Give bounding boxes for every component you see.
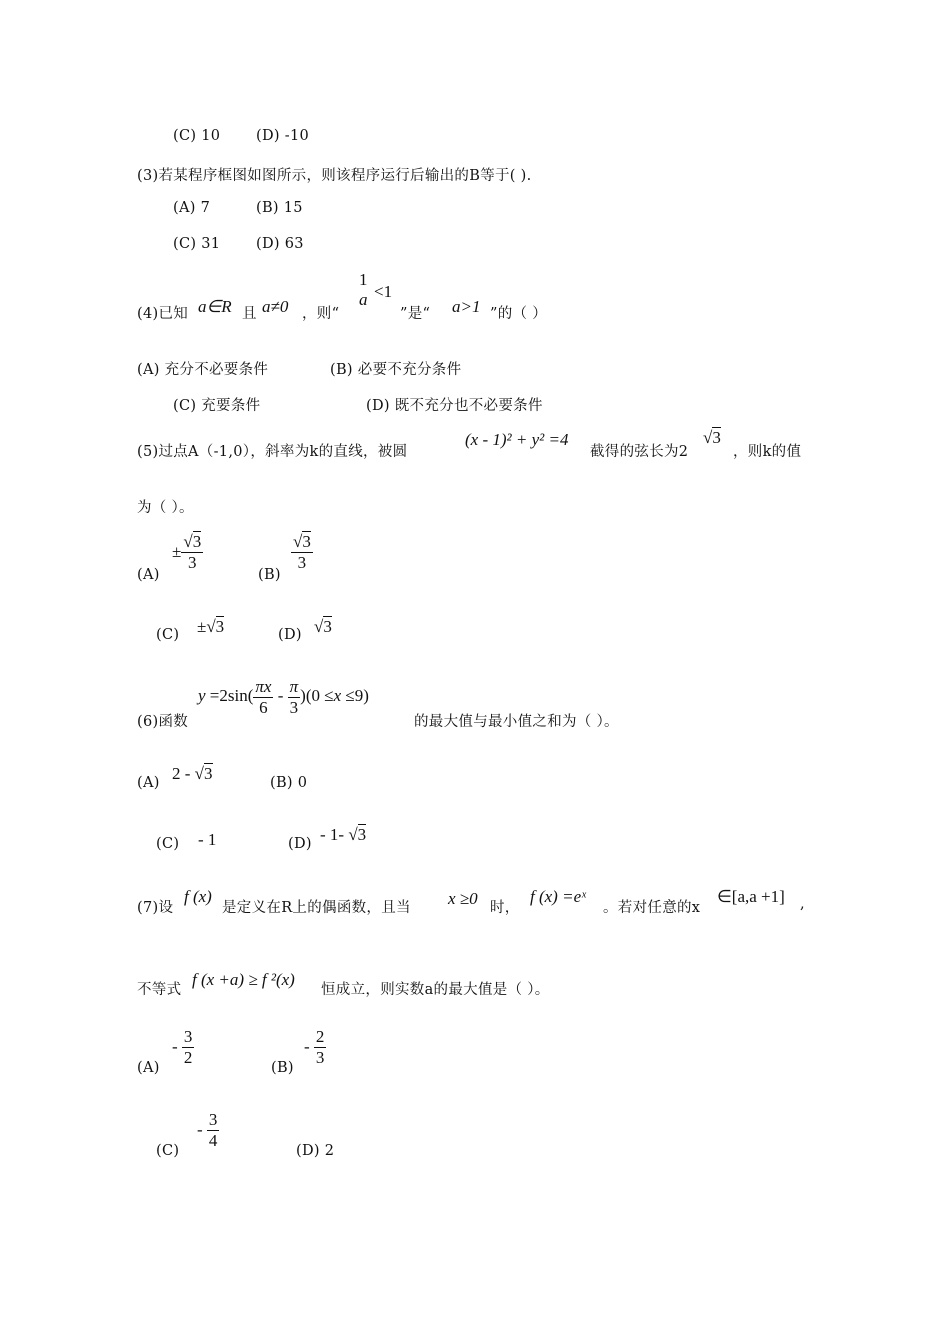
q5-option-d-value: √3 bbox=[314, 617, 332, 636]
q4-math-a-in-r: a∈R bbox=[198, 297, 232, 316]
q5-suffix: ，则k的值 bbox=[733, 444, 802, 460]
q5-option-d-label: (D) bbox=[278, 627, 302, 643]
q7-interval: ∈[a,a +1] bbox=[717, 887, 785, 906]
q7-text-1: 是定义在R上的偶函数，且当 bbox=[222, 900, 411, 916]
q5-option-c-label: (C) bbox=[156, 627, 180, 643]
q4-text-1: ，则“ bbox=[302, 306, 340, 322]
q7-text-2: 时， bbox=[490, 900, 520, 916]
q5-line2: 为（ ）。 bbox=[137, 500, 194, 516]
q4-and: 且 bbox=[242, 306, 257, 322]
q5-option-c-value: ±√3 bbox=[197, 617, 225, 636]
q2-option-c: (C) 10 bbox=[173, 128, 221, 144]
q2-option-d: (D) -10 bbox=[256, 128, 309, 144]
q4-option-d: (D) 既不充分也不必要条件 bbox=[366, 398, 543, 414]
q6-prefix: (6)函数 bbox=[137, 714, 189, 730]
q4-fraction bbox=[357, 270, 370, 309]
q4-option-c: (C) 充要条件 bbox=[173, 398, 261, 414]
q4-option-a: (A) 充分不必要条件 bbox=[137, 362, 269, 378]
q3-option-b: (B) 15 bbox=[256, 200, 303, 216]
q5-option-b-label: (B) bbox=[258, 567, 281, 583]
q7-line2-suffix: 恒成立，则实数a的最大值是（ ）。 bbox=[321, 982, 550, 998]
q6-option-a-value: 2 - √3 bbox=[172, 764, 213, 783]
q7-fx: f (x) bbox=[184, 887, 212, 906]
q4-text-2: ”是“ bbox=[400, 306, 431, 322]
q6-option-c-label: (C) bbox=[156, 836, 180, 852]
q4-text-3: ”的（ ） bbox=[490, 306, 548, 322]
q6-option-d-label: (D) bbox=[288, 836, 312, 852]
q5-sqrt-radicand: 3 bbox=[712, 428, 721, 447]
q5-option-a-value: ± $\frac{√3}{3}$ bbox=[172, 532, 202, 572]
q7-option-b-value: - $\frac{2}{3}$ bbox=[304, 1027, 325, 1067]
q5-mid: 截得的弦长为2 bbox=[590, 444, 689, 460]
q7-option-a-value: - $\frac{3}{2}$ bbox=[172, 1027, 193, 1067]
q4-prefix: (4)已知 bbox=[137, 306, 189, 322]
q5-prefix: (5)过点A（-1,0），斜率为k的直线，被圆 bbox=[137, 444, 408, 460]
q3-stem: (3)若某程序框图如图所示，则该程序运行后输出的B等于( ). bbox=[137, 168, 532, 184]
q6-suffix: 的最大值与最小值之和为（ ）。 bbox=[414, 714, 619, 730]
q7-prefix: (7)设 bbox=[137, 900, 174, 916]
q7-option-a-label: (A) bbox=[137, 1060, 160, 1076]
q7-option-d: (D) 2 bbox=[296, 1143, 335, 1159]
q6-option-a-label: (A) bbox=[137, 775, 160, 791]
q4-option-b: (B) 必要不充分条件 bbox=[330, 362, 462, 378]
q7-option-b-label: (B) bbox=[271, 1060, 294, 1076]
q7-text-4: , bbox=[800, 896, 805, 912]
q3-option-d: (D) 63 bbox=[256, 236, 304, 252]
q7-definition: f (x) =eˣ bbox=[530, 887, 586, 906]
q6-option-b: (B) 0 bbox=[270, 775, 308, 791]
q7-condition: x ≥0 bbox=[448, 889, 478, 908]
q7-inequality: f (x +a) ≥ f ²(x) bbox=[192, 970, 295, 989]
q4-math-a-neq-0: a≠0 bbox=[262, 297, 289, 316]
q5-option-b-value: $\frac{√3}{3}$ bbox=[293, 532, 311, 572]
q6-option-c-value: - 1 bbox=[198, 830, 217, 849]
q5-circle-equation: (x - 1)² + y² =4 bbox=[465, 430, 569, 449]
q7-option-c-value: - $\frac{3}{4}$ bbox=[197, 1110, 218, 1150]
q4-math-a-gt-1: a>1 bbox=[452, 297, 481, 316]
q7-option-c-label: (C) bbox=[156, 1143, 180, 1159]
q3-option-a: (A) 7 bbox=[173, 200, 211, 216]
q6-function: y =2sin( $\frac{\pi x}{6}$ - $\frac{\pi}{3}$ )(0 ≤x ≤9) bbox=[198, 677, 369, 717]
q5-sqrt: √3 bbox=[703, 428, 721, 447]
q6-option-d-value: - 1- √3 bbox=[320, 825, 367, 844]
q7-line2-prefix: 不等式 bbox=[137, 982, 182, 998]
q3-option-c: (C) 31 bbox=[173, 236, 221, 252]
q7-text-3: 。若对任意的x bbox=[603, 900, 701, 916]
q5-option-a-label: (A) bbox=[137, 567, 160, 583]
q4-frac-num: 1 bbox=[359, 270, 368, 289]
q4-frac-den: a bbox=[359, 289, 368, 309]
q4-lt-1: <1 bbox=[374, 282, 393, 301]
